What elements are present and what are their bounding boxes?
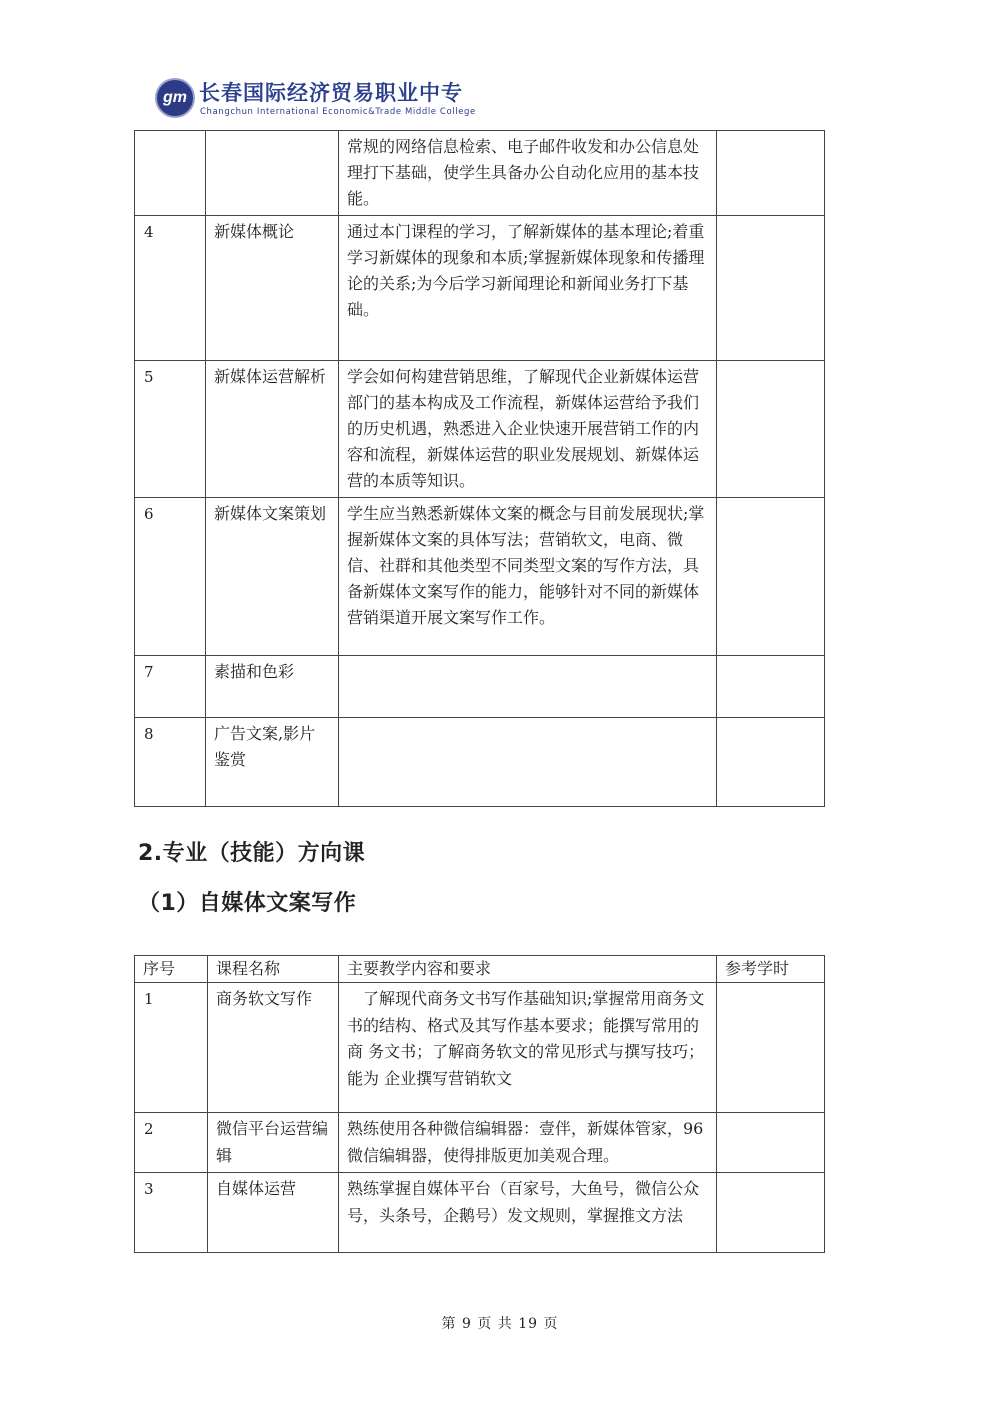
row-number: 8	[135, 718, 206, 807]
course-content	[339, 718, 717, 807]
course-name: 新媒体概论	[206, 216, 339, 361]
page-header	[155, 75, 475, 125]
page-footer: 第 9 页 共 19 页	[441, 1316, 559, 1332]
course-hours	[717, 131, 825, 216]
course-content	[339, 656, 717, 718]
table-header-row	[135, 956, 825, 983]
course-table-continued	[134, 130, 825, 807]
course-name: 新媒体文案策划	[206, 498, 339, 656]
course-name: 商务软文写作	[208, 983, 339, 1113]
row-number: 1	[135, 983, 208, 1113]
header-name: 课程名称	[208, 956, 339, 983]
course-content: 通过本门课程的学习，了解新媒体的基本理论;着重学习新媒体的现象和本质;掌握新媒体现象和传播理论的关系;为今后学习新闻理论和新闻业务打下基础。	[339, 216, 717, 361]
school-name-english: Changchun International Economic&Trade Middle College	[200, 107, 476, 117]
course-content: 熟练掌握自媒体平台（百家号，大鱼号，微信公众号，头条号，企鹅号）发文规则，掌握推文方法	[339, 1173, 717, 1253]
course-content: 了解现代商务文书写作基础知识;掌握常用商务文 书的结构、格式及其写作基本要求；能撰写常用的商 务文书；了解商务软文的常见形式与撰写技巧；能为 企业撰写营销软文	[339, 983, 717, 1113]
course-table-self-media	[134, 955, 825, 1253]
course-name: 微信平台运营编辑	[208, 1113, 339, 1173]
course-hours	[717, 361, 825, 498]
course-content: 常规的网络信息检索、电子邮件收发和办公信息处理打下基础，使学生具备办公自动化应用的基本技能。	[339, 131, 717, 216]
school-logo: gm	[155, 78, 195, 118]
row-number	[135, 131, 206, 216]
subsection-heading: （1）自媒体文案写作	[138, 891, 357, 916]
course-name: 素描和色彩	[206, 656, 339, 718]
row-number: 5	[135, 361, 206, 498]
table-row	[135, 131, 825, 216]
course-hours	[717, 983, 825, 1113]
course-content: 学会如何构建营销思维，了解现代企业新媒体运营部门的基本构成及工作流程，新媒体运营给予我们的历史机遇，熟悉进入企业快速开展营销工作的内容和流程，新媒体运营的职业发展规划、新媒体运营的本质等知识。	[339, 361, 717, 498]
table-row	[135, 361, 825, 498]
table-row	[135, 1113, 825, 1173]
row-number: 2	[135, 1113, 208, 1173]
course-name: 新媒体运营解析	[206, 361, 339, 498]
course-hours	[717, 718, 825, 807]
row-number: 7	[135, 656, 206, 718]
row-number: 4	[135, 216, 206, 361]
row-number: 3	[135, 1173, 208, 1253]
row-number: 6	[135, 498, 206, 656]
school-name-chinese: 长春国际经济贸易职业中专	[199, 80, 463, 105]
header-hours: 参考学时	[717, 956, 825, 983]
section-heading: 2.专业（技能）方向课	[138, 841, 366, 866]
table-row	[135, 718, 825, 807]
course-name	[206, 131, 339, 216]
course-hours	[717, 216, 825, 361]
header-num: 序号	[135, 956, 208, 983]
table-row	[135, 498, 825, 656]
course-content: 熟练使用各种微信编辑器：壹伴，新媒体管家，96微信编辑器，使得排版更加美观合理。	[339, 1113, 717, 1173]
table-row	[135, 216, 825, 361]
course-hours	[717, 1173, 825, 1253]
table-row	[135, 1173, 825, 1253]
course-hours	[717, 1113, 825, 1173]
course-hours	[717, 656, 825, 718]
table-row	[135, 983, 825, 1113]
course-name: 广告文案,影片鉴赏	[206, 718, 339, 807]
course-hours	[717, 498, 825, 656]
course-name: 自媒体运营	[208, 1173, 339, 1253]
header-content: 主要教学内容和要求	[339, 956, 717, 983]
course-content: 学生应当熟悉新媒体文案的概念与目前发展现状;掌握新媒体文案的具体写法；营销软文，电商、微信、社群和其他类型不同类型文案的写作方法，具备新媒体文案写作的能力，能够针对不同的新媒体营销渠道开展文案写作工作。	[339, 498, 717, 656]
table-row	[135, 656, 825, 718]
